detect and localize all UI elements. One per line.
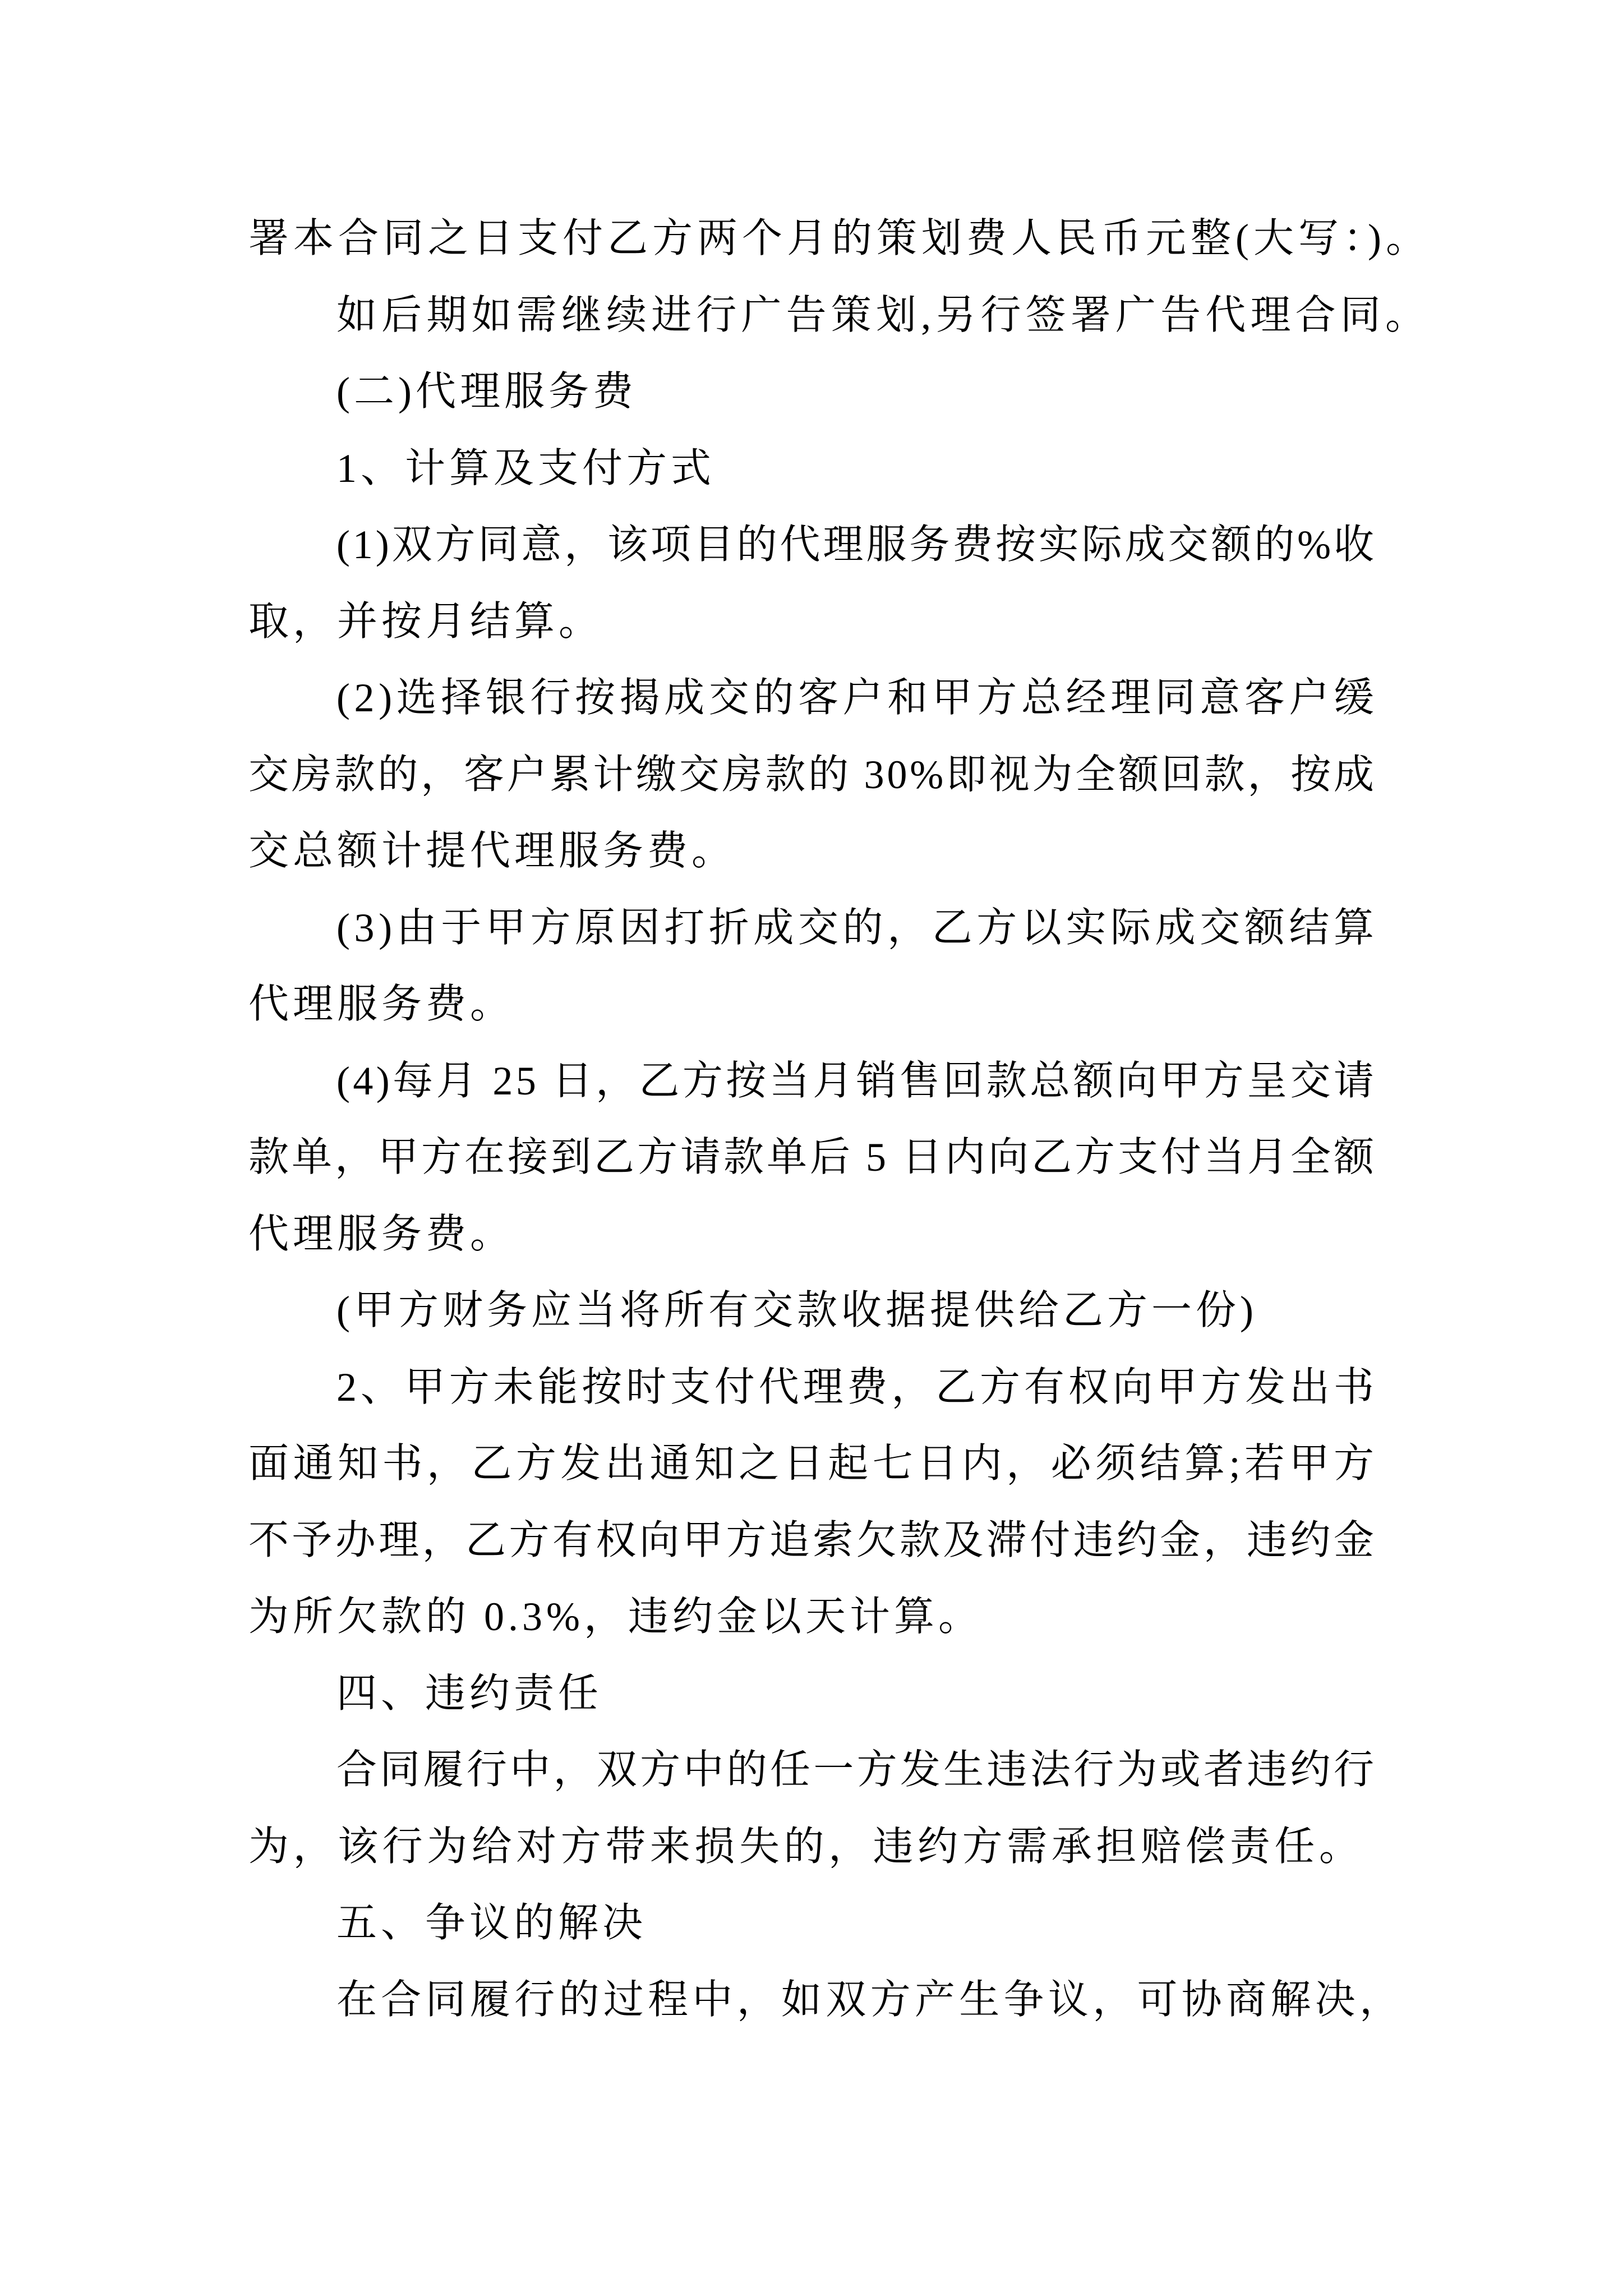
body-line [248,200,1431,277]
body-line [248,1272,1482,1349]
line-text: 署本合同之日支付乙方两个月的策划费人民币元整(大写：)。 [248,216,1431,261]
line-text: 交房款的，客户累计缴交房款的 30%即视为全额回款，按成 [248,752,1377,797]
line-text: (1)双方同意，该项目的代理服务费按实际成交额的%收 [336,522,1377,567]
body-line [248,1349,1378,1426]
line-text: 款单，甲方在接到乙方请款单后 5 日内向乙方支付当月全额 [248,1135,1377,1180]
heading-text: 四、违约责任 [336,1671,603,1716]
line-text: (2)选择银行按揭成交的客户和甲方总经理同意客户缓 [336,675,1378,720]
line-text: 为，该行为给对方带来损失的，违约方需承担赔偿责任。 [248,1824,1364,1869]
line-text: 取，并按月结算。 [248,599,603,644]
line-text: 不予办理，乙方有权向甲方追索欠款及滞付违约金，违约金 [248,1517,1377,1563]
section-heading-dispute [248,1885,1482,1962]
line-text: (4)每月 25 日，乙方按当月销售回款总额向甲方呈交请 [336,1058,1377,1103]
body-line [248,660,1378,737]
body-line [248,1579,1482,1655]
line-text: 面通知书，乙方发出通知之日起七日内，必须结算;若甲方 [248,1441,1378,1486]
line-text: 交总额计提代理服务费。 [248,829,736,873]
line-text: 如后期如需继续进行广告策划,另行签署广告代理合同。 [336,292,1431,338]
section-heading-breach [248,1655,1482,1732]
body-line [248,1732,1377,1809]
body-line [248,966,1482,1043]
body-line [248,507,1377,583]
heading-text: 1、计算及支付方式 [336,445,716,491]
heading-text: (二)代理服务费 [336,369,637,414]
body-line [248,737,1377,813]
body-line [248,813,1482,890]
line-text: 2、甲方未能按时支付代理费，乙方有权向甲方发出书 [336,1364,1378,1410]
clause-heading-agency-fee [248,353,1482,430]
body-line [248,1809,1364,1885]
heading-text: 五、争议的解决 [336,1901,647,1945]
line-text: 为所欠款的 0.3%，违约金以天计算。 [248,1594,983,1639]
line-text: 代理服务费。 [248,982,515,1027]
body-line [248,1043,1377,1120]
body-line [248,1502,1377,1579]
body-line [248,277,1431,354]
contract-text [248,200,1482,2038]
body-line [248,1119,1377,1196]
line-text: 在合同履行的过程中，如双方产生争议，可协商解决， [336,1977,1404,2022]
clause-subheading-payment [248,430,1482,507]
body-line [248,890,1378,967]
line-text: 代理服务费。 [248,1211,515,1257]
body-line [248,1196,1482,1273]
body-line [248,1962,1404,2039]
line-text: (3)由于甲方原因打折成交的，乙方以实际成交额结算 [336,905,1378,950]
line-text: 合同履行中，双方中的任一方发生违法行为或者违约行 [336,1747,1377,1792]
body-line [248,583,1482,660]
body-line [248,1425,1378,1502]
line-text: (甲方财务应当将所有交款收据提供给乙方一份) [336,1288,1257,1333]
